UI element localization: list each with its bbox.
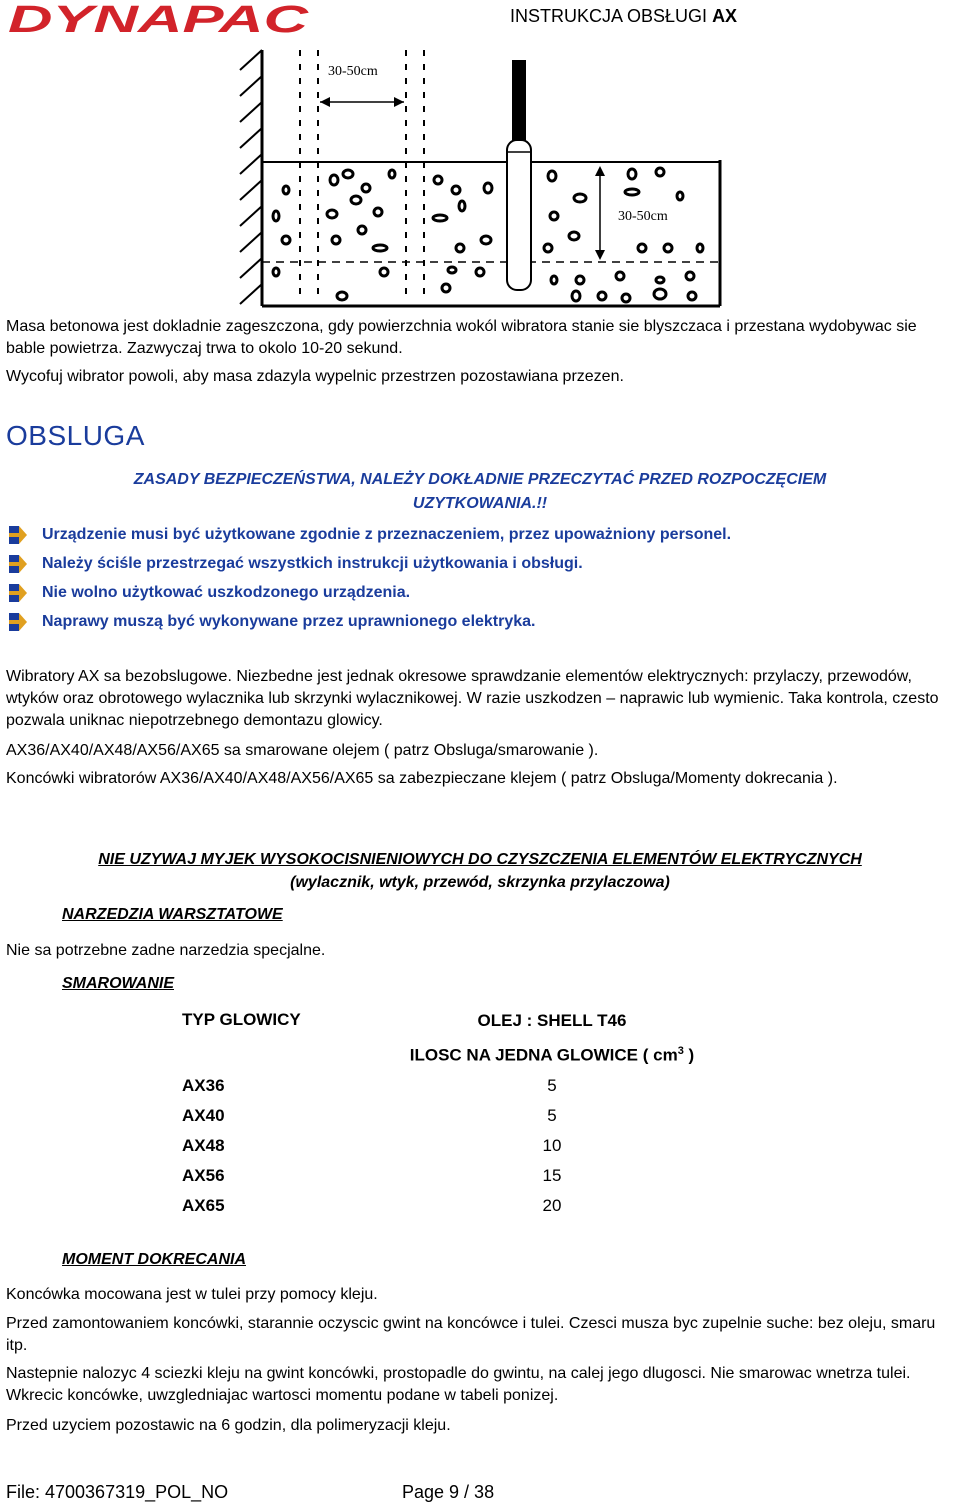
arrow-bullet-icon bbox=[8, 612, 28, 632]
table-header-row bbox=[170, 1006, 722, 1071]
oil-header-line2: ILOSC NA JEDNA GLOWICE ( $cm^3$ ) bbox=[409, 1045, 695, 1065]
torque-paragraph-1: Koncówka mocowana jest w tulei przy pomocy kleju. bbox=[6, 1286, 378, 1303]
table-row bbox=[170, 1161, 722, 1191]
lubrication-table bbox=[170, 1006, 722, 1221]
bullet-text: Nie wolno użytkować uszkodzonego urządzenia. bbox=[42, 583, 411, 601]
arrow-bullet-icon bbox=[8, 554, 28, 574]
manual-header bbox=[510, 6, 737, 27]
intro-paragraph-1: Masa betonowa jest dokladnie zageszczona, gdy powierzchnia wokól wibratora stanie sie blyszczaca i przestana wydobywac sie bable powietrza. Zazwyczaj trwa to okolo 10-20 sekund. bbox=[6, 318, 917, 357]
safety-heading bbox=[0, 468, 960, 516]
arrow-bullet-icon bbox=[8, 525, 28, 545]
head-type: AX56 bbox=[182, 1165, 225, 1185]
svg-text:DYNAPAC: DYNAPAC bbox=[8, 2, 309, 36]
table-header-oil bbox=[382, 1006, 722, 1071]
table-header-type: TYP GLOWICY bbox=[182, 1010, 301, 1029]
oil-header-line1: OLEJ : SHELL T46 bbox=[477, 1011, 627, 1030]
safety-bullet-list bbox=[8, 520, 948, 636]
head-type: AX36 bbox=[182, 1075, 225, 1095]
torque-paragraph-2: Przed zamontowaniem koncówki, starannie oczyscic gwint na koncówce i tulei. Czesci musza byc zupelnie suche: bez oleju, smaru itp. bbox=[6, 1315, 936, 1354]
torque-paragraph-4: Przed uzyciem pozostawic na 6 godzin, dla polimeryzacji kleju. bbox=[6, 1417, 451, 1434]
bullet-text: Naprawy muszą być wykonywane przez uprawnionego elektryka. bbox=[42, 612, 536, 630]
manual-title: INSTRUKCJA OBSŁUGI bbox=[510, 6, 708, 26]
arrow-bullet-icon bbox=[8, 583, 28, 603]
table-row bbox=[170, 1191, 722, 1221]
head-type: AX48 bbox=[182, 1135, 225, 1155]
manual-model: AX bbox=[712, 6, 738, 26]
head-type: AX65 bbox=[182, 1195, 225, 1215]
distance-label-2: 30-50cm bbox=[618, 209, 668, 224]
unit-superscript: 3 bbox=[677, 1045, 684, 1057]
distance-label-1: 30-50cm bbox=[328, 64, 378, 79]
dynapac-logo bbox=[6, 2, 314, 36]
oil-amount: 20 bbox=[542, 1195, 562, 1215]
maintenance-paragraph-1: Wibratory AX sa bezobslugowe. Niezbedne jest jednak okresowe sprawdzanie elementów elektrycznych: przylaczy, przewodów, wtyków oraz obrotowego wylacznika lub skrzynki wylacznikowej. W razie uszkodzen – naprawic lub wymienic. Taka kontrola, czesto pozwala uniknac niepotrzebnego demontazu glowicy. bbox=[6, 668, 939, 729]
torque-paragraph-3: Nastepnie nalozyc 4 sciezki kleju na gwint koncówki, prostopadle do gwintu, na calej jego dlugosci. Nie smarowac wnetrza tulei. Wkrecic koncówke, uwzgledniajac wartosci momentu podane w tabeli ponizej. bbox=[6, 1365, 911, 1404]
cleaning-warning: NIE UZYWAJ MYJEK WYSOKOCISNIENIOWYCH DO CZYSZCZENIA ELEMENTÓW ELEKTRYCZNYCH bbox=[98, 851, 862, 868]
oil-amount: 15 bbox=[542, 1165, 562, 1185]
footer-page: Page 9 / 38 bbox=[402, 1482, 495, 1502]
list-item bbox=[8, 578, 948, 607]
table-row bbox=[170, 1131, 722, 1161]
maintenance-paragraph-3: Koncówki wibratorów AX36/AX40/AX48/AX56/AX65 sa zabezpieczane klejem ( patrz Obsluga/Momenty dokrecania ). bbox=[6, 770, 838, 787]
section-title: OBSLUGA bbox=[6, 420, 145, 451]
torque-heading: MOMENT DOKRECANIA bbox=[62, 1251, 246, 1268]
list-item bbox=[8, 520, 948, 549]
table-row bbox=[170, 1071, 722, 1101]
list-item bbox=[8, 607, 948, 636]
footer-file: File: 4700367319_POL_NO bbox=[6, 1482, 229, 1502]
oil-amount: 5 bbox=[547, 1105, 557, 1125]
oil-amount: 5 bbox=[547, 1075, 557, 1095]
cleaning-warning-detail: (wylacznik, wtyk, przewód, skrzynka przylaczowa) bbox=[290, 874, 670, 891]
lubrication-heading: SMAROWANIE bbox=[62, 975, 174, 992]
safety-heading-text: ZASADY BEZPIECZEŃSTWA, NALEŻY DOKŁADNIE PRZECZYTAĆ PRZED ROZPOCZĘCIEM UZYTKOWANIA.!! bbox=[133, 471, 827, 512]
vibrator-diagram bbox=[0, 40, 960, 320]
maintenance-paragraph-2: AX36/AX40/AX48/AX56/AX65 sa smarowane olejem ( patrz Obsluga/smarowanie ). bbox=[6, 742, 599, 759]
tools-heading: NARZEDZIA WARSZTATOWE bbox=[62, 906, 283, 923]
list-item bbox=[8, 549, 948, 578]
table-row bbox=[170, 1101, 722, 1131]
oil-amount: 10 bbox=[542, 1135, 562, 1155]
head-type: AX40 bbox=[182, 1105, 225, 1125]
bullet-text: Urządzenie musi być użytkowane zgodnie z przeznaczeniem, przez upoważniony personel. bbox=[42, 525, 732, 543]
bullet-text: Należy ściśle przestrzegać wszystkich instrukcji użytkowania i obsługi. bbox=[42, 554, 583, 572]
tools-text: Nie sa potrzebne zadne narzedzia specjalne. bbox=[6, 942, 326, 959]
intro-paragraph-2: Wycofuj wibrator powoli, aby masa zdazyla wypelnic przestrzen pozostawiana przezen. bbox=[6, 368, 624, 385]
